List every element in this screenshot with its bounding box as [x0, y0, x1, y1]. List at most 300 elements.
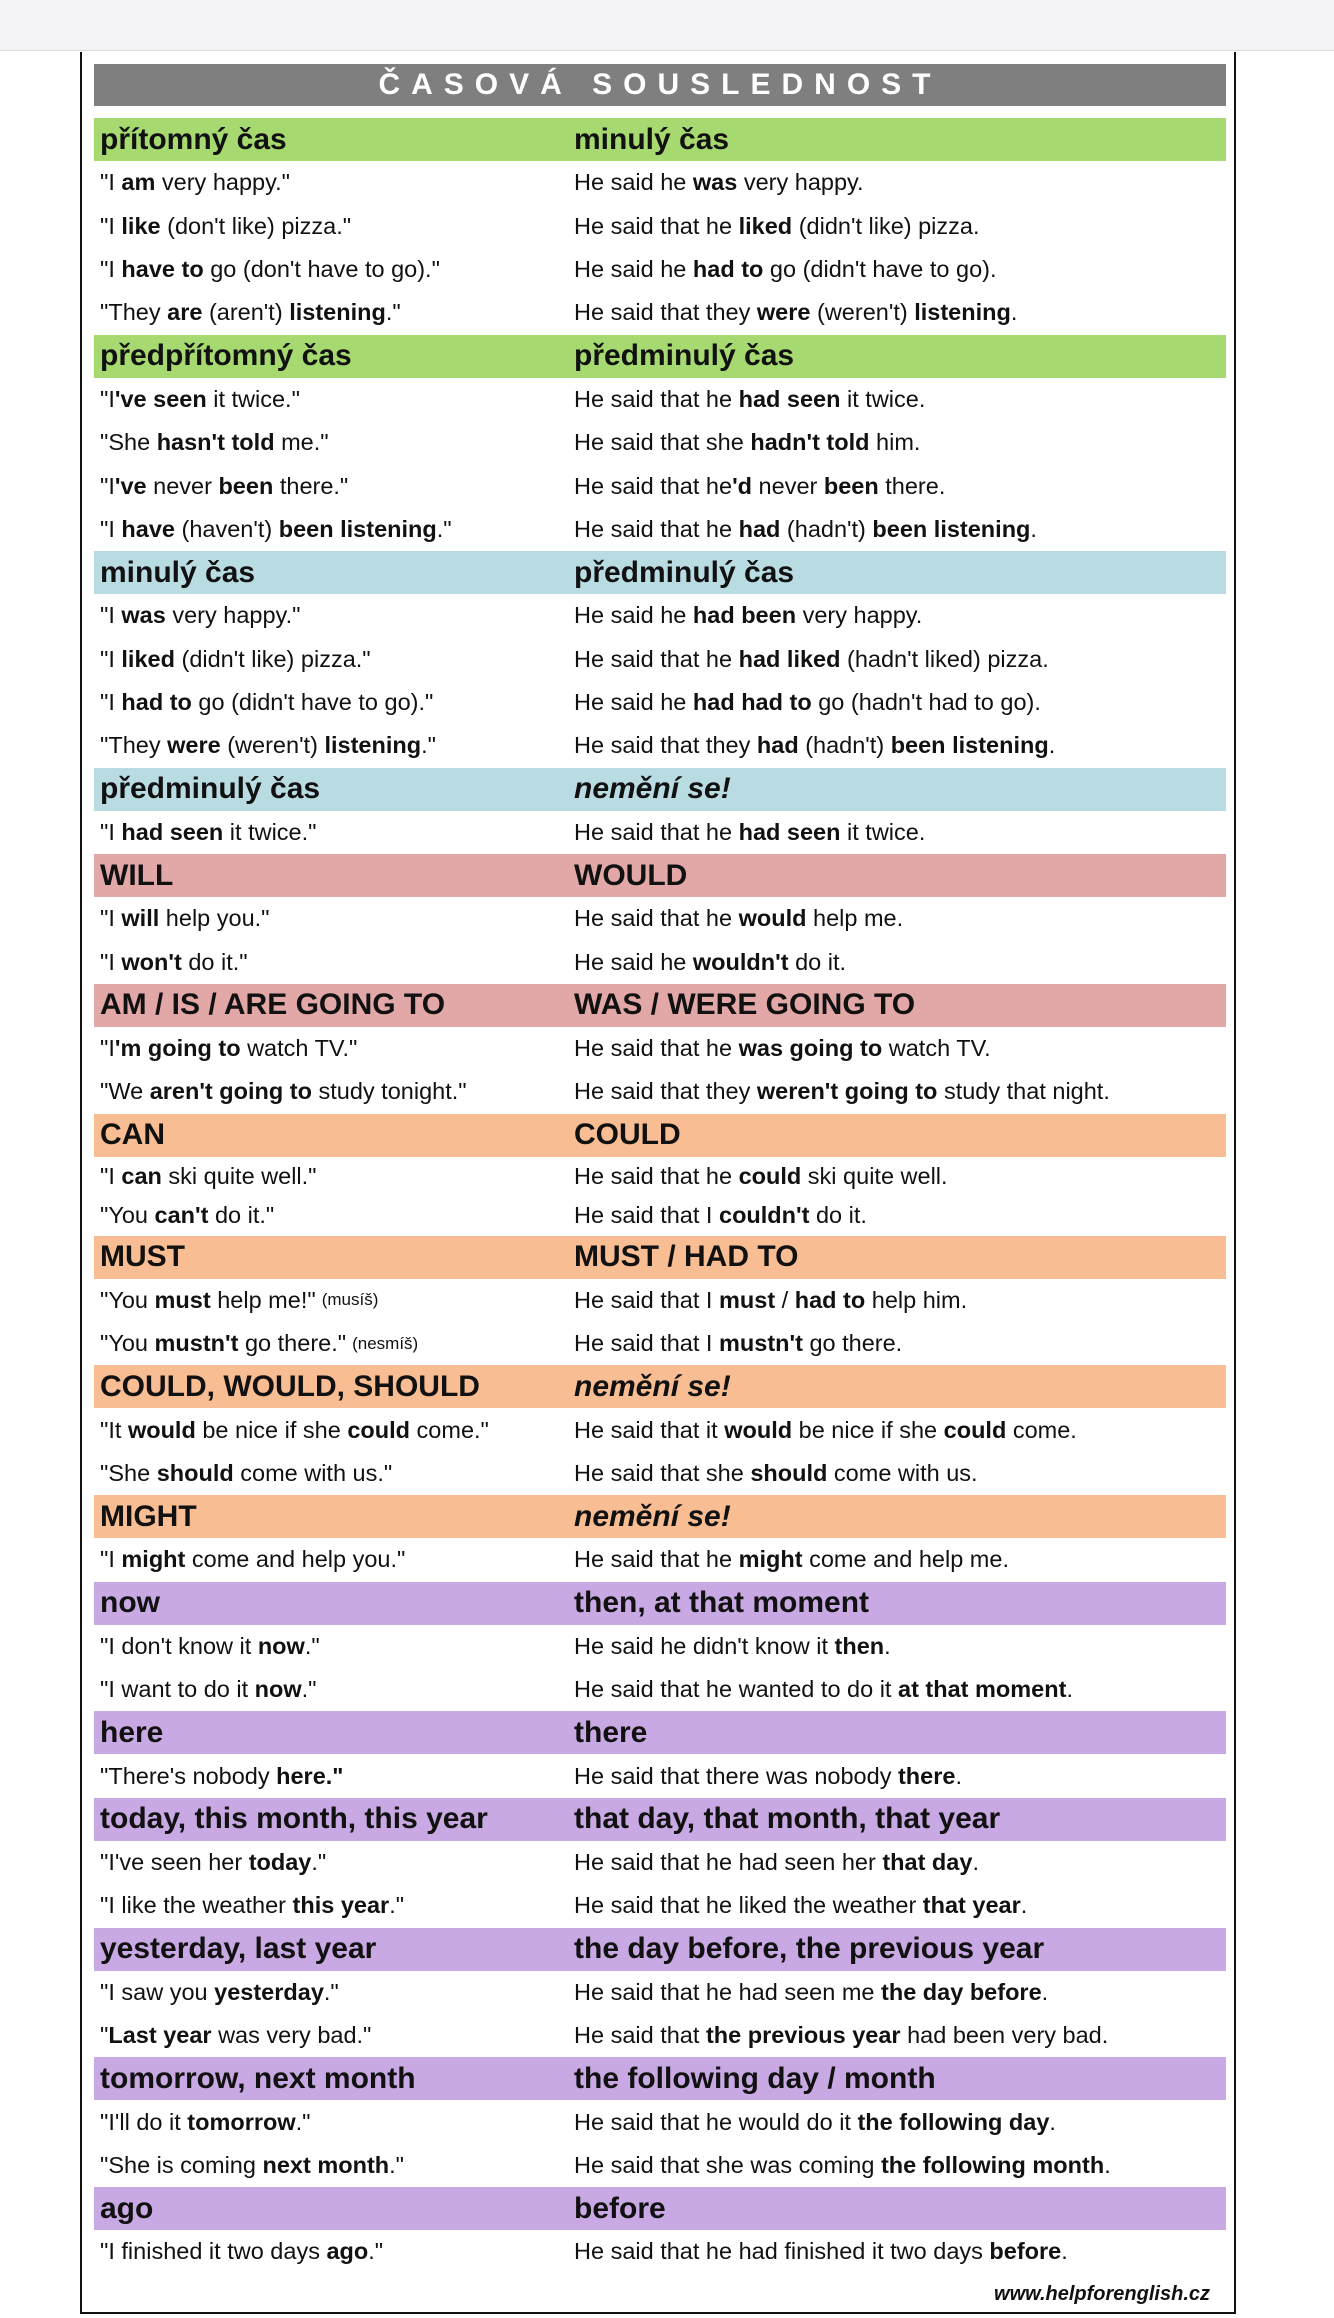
section-header: [94, 1798, 1226, 1841]
translation-note: (nesmíš): [352, 1333, 419, 1353]
header-present-tense: CAN: [100, 1118, 165, 1152]
direct-speech: [100, 161, 290, 204]
direct-speech: [100, 1196, 274, 1236]
direct-speech: [100, 1538, 405, 1581]
highlight-text: mustn't: [719, 1330, 803, 1357]
header-reported-tense: there: [574, 1715, 648, 1749]
text-segment: help me.: [806, 905, 904, 932]
text-segment: do it.: [788, 948, 847, 975]
highlight-text: weren't going to: [756, 1078, 938, 1105]
text-segment: He said that he had seen her: [574, 1848, 883, 1875]
text-segment: He said he: [574, 689, 693, 716]
highlight-text: was: [692, 169, 738, 196]
text-segment: .: [972, 1848, 979, 1875]
text-segment: "I: [100, 1035, 115, 1062]
direct-speech: [100, 1625, 320, 1668]
header-present-tense: předminulý čas: [100, 772, 321, 806]
header-present-tense: AM / IS / ARE GOING TO: [100, 988, 446, 1022]
text-segment: watch TV.": [240, 1035, 358, 1062]
text-segment: (didn't like) pizza.": [174, 645, 371, 672]
reported-speech: [574, 1279, 967, 1322]
example-row: [94, 1668, 1226, 1711]
text-segment: .: [1010, 299, 1018, 326]
text-segment: He said that they: [574, 1078, 757, 1105]
section-header: [94, 1114, 1226, 1157]
header-present-tense: MUST: [100, 1240, 185, 1274]
text-segment: "I saw you: [100, 1978, 215, 2005]
reported-speech: [574, 1070, 1110, 1113]
text-segment: come with us.: [827, 1460, 978, 1486]
text-segment: He said that he: [574, 212, 739, 239]
text-segment: He said that he would do it: [574, 2108, 858, 2135]
highlight-text: had liked: [738, 645, 841, 672]
highlight-text: that year: [922, 1892, 1021, 1919]
example-row: [94, 2230, 1226, 2273]
highlight-text: Last year: [108, 2022, 212, 2049]
text-segment: He said that it: [574, 1416, 725, 1443]
reported-speech: [574, 724, 1055, 767]
highlight-text: had: [756, 732, 799, 759]
example-row: [94, 2100, 1226, 2143]
text-segment: .: [884, 1632, 891, 1659]
direct-speech: [100, 1971, 339, 2014]
header-present-tense: přítomný čas: [100, 122, 287, 156]
text-segment: He said that he liked the weather: [574, 1892, 923, 1919]
highlight-text: would: [738, 905, 807, 932]
highlight-text: been: [218, 472, 274, 499]
reported-speech: [574, 1452, 978, 1495]
text-segment: come.: [1006, 1416, 1077, 1443]
reported-speech: [574, 940, 846, 983]
highlight-text: liked: [121, 645, 175, 672]
text-segment: "I: [100, 645, 122, 672]
text-segment: very happy.": [165, 602, 301, 629]
reported-speech: [574, 1668, 1073, 1711]
reported-speech: [574, 1884, 1027, 1927]
example-row: [94, 1157, 1226, 1197]
header-reported-tense: the following day / month: [574, 2061, 936, 2095]
highlight-text: then: [834, 1632, 885, 1659]
highlight-text: couldn't: [719, 1202, 810, 1229]
text-segment: (aren't): [202, 299, 290, 326]
highlight-text: had had to: [692, 689, 812, 716]
example-row: [94, 421, 1226, 464]
text-segment: He said that he wanted to do it: [574, 1676, 898, 1703]
header-reported-tense: WAS / WERE GOING TO: [574, 988, 916, 1022]
highlight-text: aren't going to: [149, 1078, 312, 1105]
text-segment: He said that he: [574, 1546, 739, 1573]
highlight-text: had to: [121, 689, 192, 716]
highlight-text: should: [156, 1460, 234, 1486]
text-segment: come with us.": [233, 1460, 393, 1486]
header-reported-tense: before: [574, 2191, 666, 2225]
text-segment: (hadn't liked) pizza.: [840, 645, 1049, 672]
text-segment: .": [311, 1848, 327, 1875]
text-segment: "She: [100, 429, 157, 456]
example-row: [94, 1279, 1226, 1322]
text-segment: He said that he had finished it two days: [574, 2238, 990, 2265]
highlight-text: are: [167, 299, 203, 326]
direct-speech: [100, 508, 452, 551]
example-row: [94, 378, 1226, 421]
reported-speech: [574, 1322, 902, 1365]
reported-speech: [574, 248, 997, 291]
header-reported-tense: nemění se!: [574, 772, 731, 806]
direct-speech: [100, 594, 300, 637]
highlight-text: could: [347, 1416, 411, 1443]
section-header: [94, 1711, 1226, 1754]
text-segment: "I: [100, 472, 115, 499]
example-row: [94, 897, 1226, 940]
text-segment: .": [436, 515, 452, 542]
text-segment: "There's nobody: [100, 1762, 277, 1789]
highlight-text: had: [738, 515, 781, 542]
direct-speech: [100, 2014, 371, 2057]
text-segment: .: [1061, 2238, 1068, 2265]
example-row: [94, 291, 1226, 334]
text-segment: (didn't like) pizza.: [792, 212, 980, 239]
text-segment: He said he: [574, 948, 693, 975]
text-segment: (hadn't): [798, 732, 891, 759]
text-segment: be nice if she: [195, 1416, 348, 1443]
example-row: [94, 2144, 1226, 2187]
text-segment: very happy.: [737, 169, 864, 196]
reported-speech: [574, 421, 920, 464]
highlight-text: am: [121, 169, 156, 196]
section-header: [94, 551, 1226, 594]
text-segment: study that night.: [937, 1078, 1110, 1105]
highlight-text: was going to: [738, 1035, 883, 1062]
reported-speech: [574, 1027, 991, 1070]
text-segment: He said that I: [574, 1286, 719, 1313]
text-segment: help you.": [159, 905, 270, 932]
direct-speech: [100, 1027, 357, 1070]
header-reported-tense: COULD: [574, 1118, 681, 1152]
example-row: [94, 1884, 1226, 1927]
text-segment: He said that he: [574, 1035, 739, 1062]
highlight-text: can: [121, 1162, 162, 1189]
text-segment: "I: [100, 385, 115, 412]
text-segment: He said that she: [574, 429, 751, 456]
reported-speech: [574, 811, 925, 854]
example-row: [94, 724, 1226, 767]
text-segment: He said that I: [574, 1202, 719, 1229]
footer-url: www.helpforenglish.cz: [994, 2283, 1210, 2305]
text-segment: "We: [100, 1078, 150, 1105]
example-row: [94, 204, 1226, 247]
highlight-text: would: [724, 1416, 793, 1443]
text-segment: go there.": [238, 1330, 347, 1357]
text-segment: ski quite well.: [801, 1162, 948, 1189]
example-row: [94, 2014, 1226, 2057]
reported-speech: [574, 204, 980, 247]
header-present-tense: předpřítomný čas: [100, 339, 352, 373]
text-segment: very happy.": [155, 169, 290, 196]
example-row: [94, 1754, 1226, 1797]
highlight-text: could: [943, 1416, 1007, 1443]
header-reported-tense: WOULD: [574, 858, 688, 892]
text-segment: He said that he: [574, 1162, 739, 1189]
highlight-text: next month: [262, 2151, 390, 2178]
example-row: [94, 464, 1226, 507]
document-page: [80, 52, 1236, 2314]
text-segment: (weren't): [810, 299, 915, 326]
direct-speech: [100, 638, 371, 681]
text-segment: (don't like) pizza.": [160, 212, 352, 239]
text-segment: never: [146, 472, 219, 499]
header-reported-tense: předminulý čas: [574, 339, 795, 373]
text-segment: "I: [100, 515, 122, 542]
text-segment: He said he didn't know it: [574, 1632, 835, 1659]
header-present-tense: minulý čas: [100, 555, 256, 589]
text-segment: .: [1066, 1676, 1073, 1703]
highlight-text: might: [738, 1546, 803, 1573]
highlight-text: the following day: [857, 2108, 1050, 2135]
reported-speech: [574, 1625, 891, 1668]
text-segment: come.": [410, 1416, 489, 1443]
highlight-text: could: [738, 1162, 802, 1189]
direct-speech: [100, 1322, 418, 1365]
direct-speech: [100, 1408, 489, 1451]
section-header: [94, 768, 1226, 811]
direct-speech: [100, 811, 317, 854]
text-segment: .: [955, 1762, 962, 1789]
header-present-tense: MIGHT: [100, 1499, 197, 1533]
header-reported-tense: the day before, the previous year: [574, 1932, 1045, 1966]
text-segment: ": [100, 2022, 109, 2049]
header-present-tense: today, this month, this year: [100, 1802, 488, 1836]
text-segment: "They: [100, 299, 168, 326]
text-segment: do it.": [181, 948, 248, 975]
header-reported-tense: nemění se!: [574, 1369, 731, 1403]
reported-speech: [574, 1408, 1077, 1451]
text-segment: go there.: [802, 1330, 903, 1357]
text-segment: He said that I: [574, 1330, 719, 1357]
highlight-text: the day before: [881, 1978, 1042, 2005]
highlight-text: before: [989, 2238, 1062, 2265]
header-reported-tense: that day, that month, that year: [574, 1802, 1001, 1836]
example-row: [94, 681, 1226, 724]
text-segment: He said he: [574, 602, 693, 629]
text-segment: it twice.: [840, 385, 926, 412]
text-segment: "It: [100, 1416, 128, 1443]
text-segment: there.": [273, 472, 349, 499]
reported-speech: [574, 464, 945, 507]
direct-speech: [100, 1841, 326, 1884]
example-row: [94, 508, 1226, 551]
text-segment: go (didn't have to go).: [763, 255, 997, 282]
text-segment: He said he: [574, 169, 693, 196]
example-row: [94, 1027, 1226, 1070]
example-row: [94, 940, 1226, 983]
header-present-tense: yesterday, last year: [100, 1932, 377, 1966]
text-segment: very happy.: [796, 602, 923, 629]
header-reported-tense: minulý čas: [574, 122, 730, 156]
example-row: [94, 161, 1226, 204]
reported-speech: [574, 508, 1037, 551]
reported-speech: [574, 1538, 1009, 1581]
highlight-text: 'd: [732, 472, 753, 499]
reported-speech: [574, 1971, 1048, 2014]
example-row: [94, 1070, 1226, 1113]
text-segment: (haven't): [174, 515, 279, 542]
text-segment: .: [1048, 732, 1056, 759]
text-segment: come and help me.: [802, 1546, 1009, 1573]
highlight-text: had been: [692, 602, 797, 629]
highlight-text: will: [121, 905, 160, 932]
direct-speech: [100, 421, 329, 464]
text-segment: .": [368, 2238, 384, 2265]
text-segment: .": [295, 2108, 311, 2135]
highlight-text: now: [257, 1632, 305, 1659]
highlight-text: would: [127, 1416, 196, 1443]
text-segment: /: [775, 1286, 795, 1313]
text-segment: He said that he: [574, 645, 739, 672]
text-segment: "I: [100, 602, 122, 629]
text-segment: He said that they: [574, 732, 757, 759]
text-segment: He said that he: [574, 472, 733, 499]
reported-speech: [574, 638, 1049, 681]
reported-speech: [574, 2014, 1108, 2057]
direct-speech: [100, 724, 436, 767]
section-header: [94, 1365, 1226, 1408]
text-segment: He said that she: [574, 1460, 751, 1486]
direct-speech: [100, 940, 248, 983]
reported-speech: [574, 378, 925, 421]
highlight-text: been: [823, 472, 879, 499]
translation-note: (musíš): [321, 1290, 379, 1310]
text-segment: ski quite well.": [161, 1162, 317, 1189]
text-segment: had been very bad.: [900, 2022, 1109, 2049]
highlight-text: the previous year: [705, 2022, 901, 2049]
example-row: [94, 1841, 1226, 1884]
text-segment: it twice.": [206, 385, 300, 412]
section-header: [94, 1495, 1226, 1538]
text-segment: "She: [100, 1460, 157, 1486]
header-present-tense: WILL: [100, 858, 174, 892]
text-segment: "They: [100, 732, 168, 759]
text-segment: do it.: [809, 1202, 867, 1229]
section-header: [94, 984, 1226, 1027]
direct-speech: [100, 1157, 317, 1197]
reported-speech: [574, 594, 922, 637]
direct-speech: [100, 1452, 392, 1495]
highlight-text: listening: [289, 299, 386, 326]
text-segment: "I've seen her: [100, 1848, 249, 1875]
highlight-text: yesterday: [214, 1978, 324, 2005]
header-present-tense: tomorrow, next month: [100, 2061, 416, 2095]
direct-speech: [100, 464, 348, 507]
direct-speech: [100, 2230, 383, 2273]
example-row: [94, 1452, 1226, 1495]
highlight-text: were: [756, 299, 811, 326]
highlight-text: been listening: [872, 515, 1031, 542]
reported-speech: [574, 2230, 1068, 2273]
reported-speech: [574, 1196, 867, 1236]
text-segment: study tonight.": [311, 1078, 467, 1105]
text-segment: "I like the weather: [100, 1892, 293, 1919]
highlight-text: been listening: [278, 515, 437, 542]
section-header: [94, 1582, 1226, 1625]
highlight-text: had seen: [738, 385, 841, 412]
text-segment: "You: [100, 1286, 155, 1313]
text-segment: He said that he had seen me: [574, 1978, 882, 2005]
reported-speech: [574, 2144, 1111, 2187]
text-segment: He said that: [574, 2022, 706, 2049]
example-row: [94, 1971, 1226, 2014]
highlight-text: that day: [882, 1848, 973, 1875]
text-segment: .: [1041, 1978, 1049, 2005]
direct-speech: [100, 1070, 467, 1113]
text-segment: "I want to do it: [100, 1676, 255, 1703]
text-segment: .: [1020, 1892, 1028, 1919]
text-segment: (weren't): [220, 732, 325, 759]
reported-speech: [574, 291, 1017, 334]
text-segment: .": [385, 299, 401, 326]
section-header: [94, 1928, 1226, 1971]
text-segment: "I: [100, 1162, 122, 1189]
highlight-text: mustn't: [154, 1330, 239, 1357]
text-segment: "I: [100, 1546, 122, 1573]
text-segment: be nice if she: [792, 1416, 944, 1443]
reported-speech: [574, 681, 1041, 724]
text-segment: .": [301, 1676, 317, 1703]
text-segment: He said that she was coming: [574, 2151, 881, 2178]
highlight-text: have to: [121, 255, 204, 282]
text-segment: He said that they: [574, 299, 757, 326]
text-segment: was very bad.": [211, 2022, 372, 2049]
reported-speech: [574, 1841, 979, 1884]
reported-speech: [574, 2100, 1056, 2143]
text-segment: go (hadn't had to go).: [811, 689, 1041, 716]
text-segment: go (didn't have to go).": [191, 689, 434, 716]
direct-speech: [100, 1884, 404, 1927]
text-segment: "I finished it two days: [100, 2238, 327, 2265]
text-segment: "I: [100, 689, 122, 716]
example-row: [94, 1322, 1226, 1365]
text-segment: there.: [878, 472, 946, 499]
highlight-text: had to: [794, 1286, 866, 1313]
reported-speech: [574, 1157, 948, 1197]
text-segment: go (don't have to go).": [203, 255, 440, 282]
text-segment: "You: [100, 1202, 155, 1229]
header-present-tense: here: [100, 1715, 164, 1749]
highlight-text: have: [121, 515, 175, 542]
text-segment: "I: [100, 169, 122, 196]
text-segment: .: [1030, 515, 1037, 542]
highlight-text: had seen: [121, 818, 224, 845]
text-segment: help me!": [210, 1286, 316, 1313]
section-header: [94, 1236, 1226, 1279]
example-row: [94, 1625, 1226, 1668]
section-header: [94, 118, 1226, 161]
highlight-text: listening: [914, 299, 1011, 326]
text-segment: "I don't know it: [100, 1632, 258, 1659]
example-row: [94, 638, 1226, 681]
text-segment: never: [752, 472, 824, 499]
highlight-text: here.": [276, 1762, 344, 1789]
highlight-text: hasn't told: [156, 429, 275, 456]
highlight-text: can't: [154, 1202, 209, 1229]
direct-speech: [100, 897, 270, 940]
text-segment: it twice.": [223, 818, 317, 845]
text-segment: "You: [100, 1330, 155, 1357]
highlight-text: like: [121, 212, 161, 239]
text-segment: .": [323, 1978, 339, 2005]
text-segment: help him.: [865, 1286, 968, 1313]
text-segment: .": [389, 2151, 404, 2178]
highlight-text: wouldn't: [692, 948, 789, 975]
